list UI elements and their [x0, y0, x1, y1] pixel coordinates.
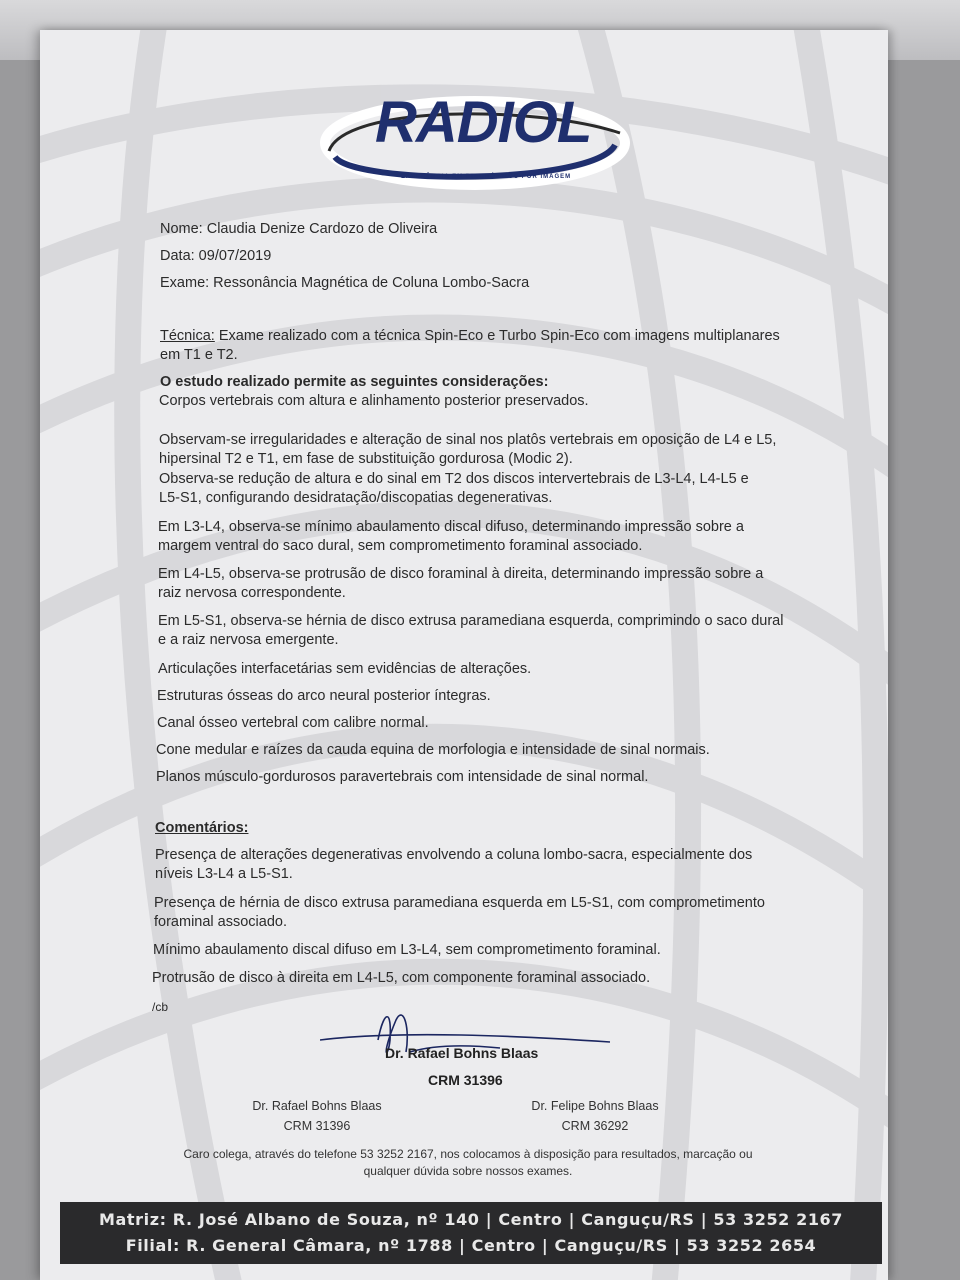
contact-note-line-1: Caro colega, através do telefone 53 3252 2167, nos colocamos à disposição para resultados, marcação ou	[183, 1147, 753, 1161]
finding-item-continued: margem ventral do saco dural, sem comprometimento foraminal associado.	[158, 538, 643, 554]
comment-item-continued: foraminal associado.	[154, 914, 287, 930]
contact-note-line-2: qualquer dúvida sobre nossos exames.	[363, 1164, 573, 1178]
typist-initials: /cb	[152, 1000, 169, 1014]
finding-item: Em L5-S1, observa-se hérnia de disco extrusa paramediana esquerda, comprimindo o saco dural	[158, 613, 784, 629]
report-page	[40, 30, 888, 1280]
signature-stamp-name: Dr. Rafael Bohns Blaas	[385, 1045, 539, 1061]
exam-date: Data: 09/07/2019	[160, 248, 272, 264]
technique-text: Exame realizado com a técnica Spin-Eco e Turbo Spin-Eco com imagens multiplanares	[214, 328, 780, 344]
finding-item: Articulações interfacetárias sem evidências de alterações.	[158, 661, 532, 677]
signature-stamp-crm: CRM 31396	[428, 1072, 503, 1088]
patient-name: Nome: Claudia Denize Cardozo de Oliveira	[160, 221, 438, 237]
doctor-2-name: Dr. Felipe Bohns Blaas	[531, 1099, 659, 1113]
comment-item: Presença de hérnia de disco extrusa paramediana esquerda em L5-S1, com comprometimento	[154, 895, 765, 911]
finding-item-continued: raiz nervosa correspondente.	[158, 585, 346, 601]
logo-wordmark: RADIOL	[375, 90, 592, 155]
findings-intro: O estudo realizado permite as seguintes considerações:	[160, 374, 549, 390]
technique-label: Técnica:	[160, 328, 215, 344]
watermark-pattern	[40, 30, 888, 1280]
comment-item-continued: níveis L3-L4 a L5-S1.	[155, 866, 293, 882]
finding-item: Em L3-L4, observa-se mínimo abaulamento discal difuso, determinando impressão sobre a	[158, 519, 744, 535]
finding-item-continued: hipersinal T2 e T1, em fase de substituição gordurosa (Modic 2).	[159, 451, 573, 467]
doctor-1-crm: CRM 31396	[283, 1119, 351, 1133]
finding-item-continued: e a raiz nervosa emergente.	[158, 632, 339, 648]
technique-line-1	[160, 327, 780, 346]
address-matriz: Matriz: R. José Albano de Souza, nº 140 | Centro | Canguçu/RS | 53 3252 2167	[98, 1210, 844, 1229]
finding-item: Em L4-L5, observa-se protrusão de disco foraminal à direita, determinando impressão sobre a	[158, 566, 764, 582]
address-footer-bar	[60, 1202, 882, 1264]
comment-item: Presença de alterações degenerativas envolvendo a coluna lombo-sacra, especialmente dos	[155, 847, 753, 863]
logo-tagline: EXCELÊNCIA EM DIAGNÓSTICO POR IMAGEM	[401, 174, 572, 180]
comments-heading: Comentários:	[155, 820, 249, 836]
radiol-logo	[315, 85, 635, 205]
technique-line-2: em T1 e T2.	[160, 347, 238, 363]
finding-item: Observa-se redução de altura e do sinal em T2 dos discos intervertebrais de L3-L4, L4-L5 e	[159, 471, 749, 487]
comment-item: Mínimo abaulamento discal difuso em L3-L4, sem comprometimento foraminal.	[153, 942, 661, 958]
finding-item: Canal ósseo vertebral com calibre normal.	[157, 715, 429, 731]
address-filial: Filial: R. General Câmara, nº 1788 | Centro | Canguçu/RS | 53 3252 2654	[125, 1236, 817, 1255]
doctor-2-crm: CRM 36292	[561, 1119, 629, 1133]
exam-type: Exame: Ressonância Magnética de Coluna Lombo-Sacra	[160, 275, 530, 291]
finding-item: Estruturas ósseas do arco neural posterior íntegras.	[157, 688, 491, 704]
finding-item: Observam-se irregularidades e alteração de sinal nos platôs vertebrais em oposição de L4 e L5,	[159, 432, 777, 448]
handwritten-signature	[320, 1000, 620, 1080]
finding-item: Planos músculo-gordurosos paravertebrais com intensidade de sinal normal.	[156, 769, 649, 785]
finding-item: Corpos vertebrais com altura e alinhamento posterior preservados.	[159, 393, 589, 409]
finding-item-continued: L5-S1, configurando desidratação/discopatias degenerativas.	[159, 490, 553, 506]
doctor-1-name: Dr. Rafael Bohns Blaas	[252, 1099, 382, 1113]
comment-item: Protrusão de disco à direita em L4-L5, com componente foraminal associado.	[152, 970, 651, 986]
finding-item: Cone medular e raízes da cauda equina de morfologia e intensidade de sinal normais.	[156, 742, 710, 758]
